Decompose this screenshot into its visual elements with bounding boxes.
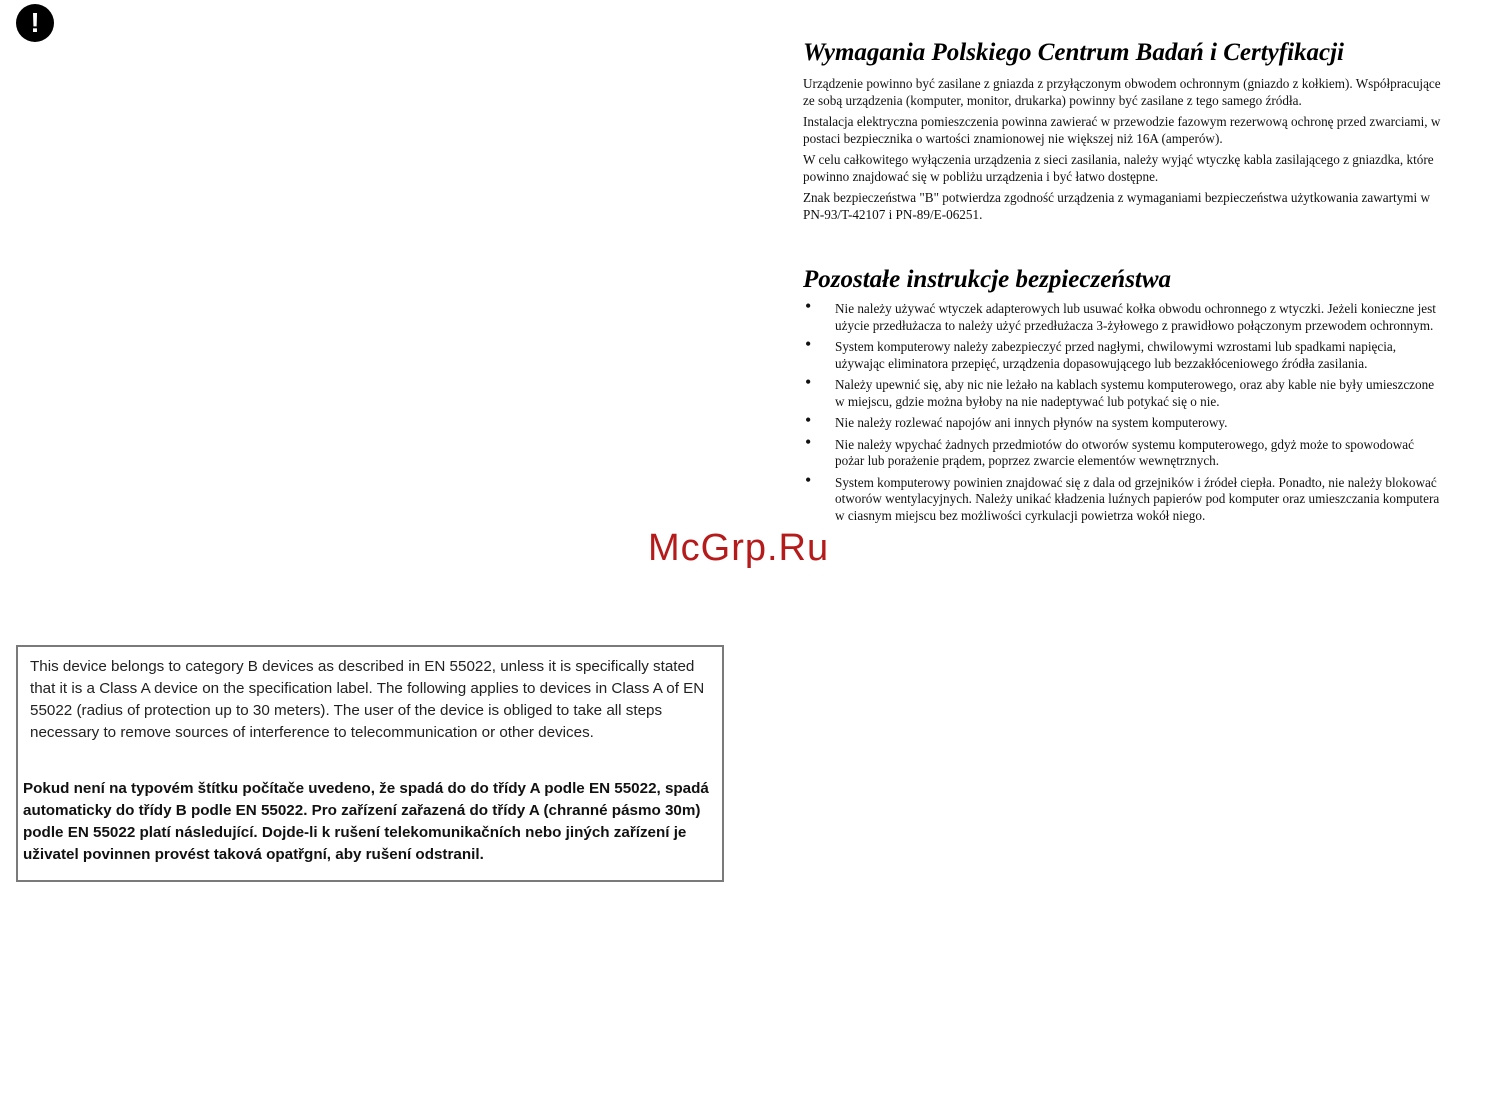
list-item	[803, 296, 1443, 334]
exclamation-icon: !	[16, 4, 54, 42]
list-item-text: System komputerowy należy zabezpieczyć przed nagłymi, chwilowymi wzrostami lub spadkami napięcia, używając eliminatora przepięć, urządzenia dopasowującego lub bezzakłóceniowego źródła zasilania.	[835, 339, 1397, 371]
bullet-icon: •	[805, 469, 812, 490]
list-item-text: Nie należy wpychać żadnych przedmiotów do otworów systemu komputerowego, gdyż może to spowodować pożar lub porażenie prądem, poprzez zwarcie elementów wewnętrznych.	[835, 436, 1414, 468]
paragraph: Instalacja elektryczna pomieszczenia powinna zawierać w przewodzie fazowym rezerwową ochronę przed zwarciami, w postaci bezpiecznika o wartości znamionowej nie większej niż 16A (amperów).	[803, 114, 1441, 146]
list-item	[803, 469, 1443, 525]
emc-notice-english: This device belongs to category B devices as described in EN 55022, unless it is specifically stated that it is a Class A device on the specification label. The following applies to devices in Class A of EN 55022 (radius of protection up to 30 meters). The user of the device is obliged to take all steps necessary to remove sources of interference to telecommunication or other devices.	[30, 658, 705, 741]
emc-notice-czech: Pokud není na typovém štítku počítače uvedeno, že spadá do do třídy A podle EN 55022, spadá automaticky do třídy B podle EN 55022. Pro zařízení zařazená do třídy A (chranné pásmo 30m) podle EN 55022 platí následující. Dojde-li k rušení telekomunikačních nebo jiných zařízení je uživatel povinnen provést taková opatřgní, aby rušení odstranil.	[23, 780, 709, 863]
list-item-text: Nie należy rozlewać napojów ani innych płynów na system komputerowy.	[835, 415, 1228, 430]
emc-notice-box	[16, 645, 724, 882]
polish-safety-section	[803, 36, 1443, 529]
list-item	[803, 410, 1443, 432]
watermark: McGrp.Ru	[648, 527, 830, 569]
list-item-text: Nie należy używać wtyczek adapterowych lub usuwać kołka obwodu ochronnego z wtyczki. Jeżeli konieczne jest użycie przedłużacza to należy użyć przedłużacza 3-żyłowego z prawidłowo połączonym przewodem ochronnym.	[835, 301, 1436, 333]
heading-pcbc-requirements: Wymagania Polskiego Centrum Badań i Certyfikacji	[803, 39, 1345, 66]
bullet-icon: •	[805, 431, 812, 452]
bullet-icon: •	[805, 410, 812, 430]
list-item	[803, 334, 1443, 372]
paragraph: Znak bezpieczeństwa "B" potwierdza zgodność urządzenia z wymaganiami bezpieczeństwa użytkowania zawartymi w PN-93/T-42107 i PN-89/E-06251.	[803, 190, 1431, 222]
list-item-text: Należy upewnić się, aby nic nie leżało na kablach systemu komputerowego, oraz aby kable nie były umieszczone w miejscu, gdzie można byłoby na nie nadeptywać lub potykać się o nie.	[835, 377, 1435, 409]
list-item	[803, 431, 1443, 470]
bullet-icon: •	[805, 372, 812, 392]
safety-bullet-list	[803, 296, 1443, 524]
heading-other-safety-instructions: Pozostałe instrukcje bezpieczeństwa	[803, 266, 1172, 293]
bullet-icon: •	[805, 296, 812, 316]
paragraph: Urządzenie powinno być zasilane z gniazda z przyłączonym obwodem ochronnym (gniazdo z kołkiem). Współpracujące ze sobą urządzenia (komputer, monitor, drukarka) powinny być zasilane z tego samego źródła.	[803, 76, 1441, 108]
list-item	[803, 372, 1443, 410]
bullet-icon: •	[805, 334, 812, 354]
list-item-text: System komputerowy powinien znajdować się z dala od grzejników i źródeł ciepła. Ponadto, nie należy blokować otworów wentylacyjnych. Należy unikać kładzenia luźnych papierów pod komputer oraz umieszczania komputera w ciasnym miejscu bez możliwości cyrkulacji powietrza wokół niego.	[835, 474, 1440, 523]
paragraph: W celu całkowitego wyłączenia urządzenia z sieci zasilania, należy wyjąć wtyczkę kabla zasilającego z gniazdka, które powinno znajdować się w pobliżu urządzenia i być łatwo dostępne.	[803, 152, 1434, 184]
